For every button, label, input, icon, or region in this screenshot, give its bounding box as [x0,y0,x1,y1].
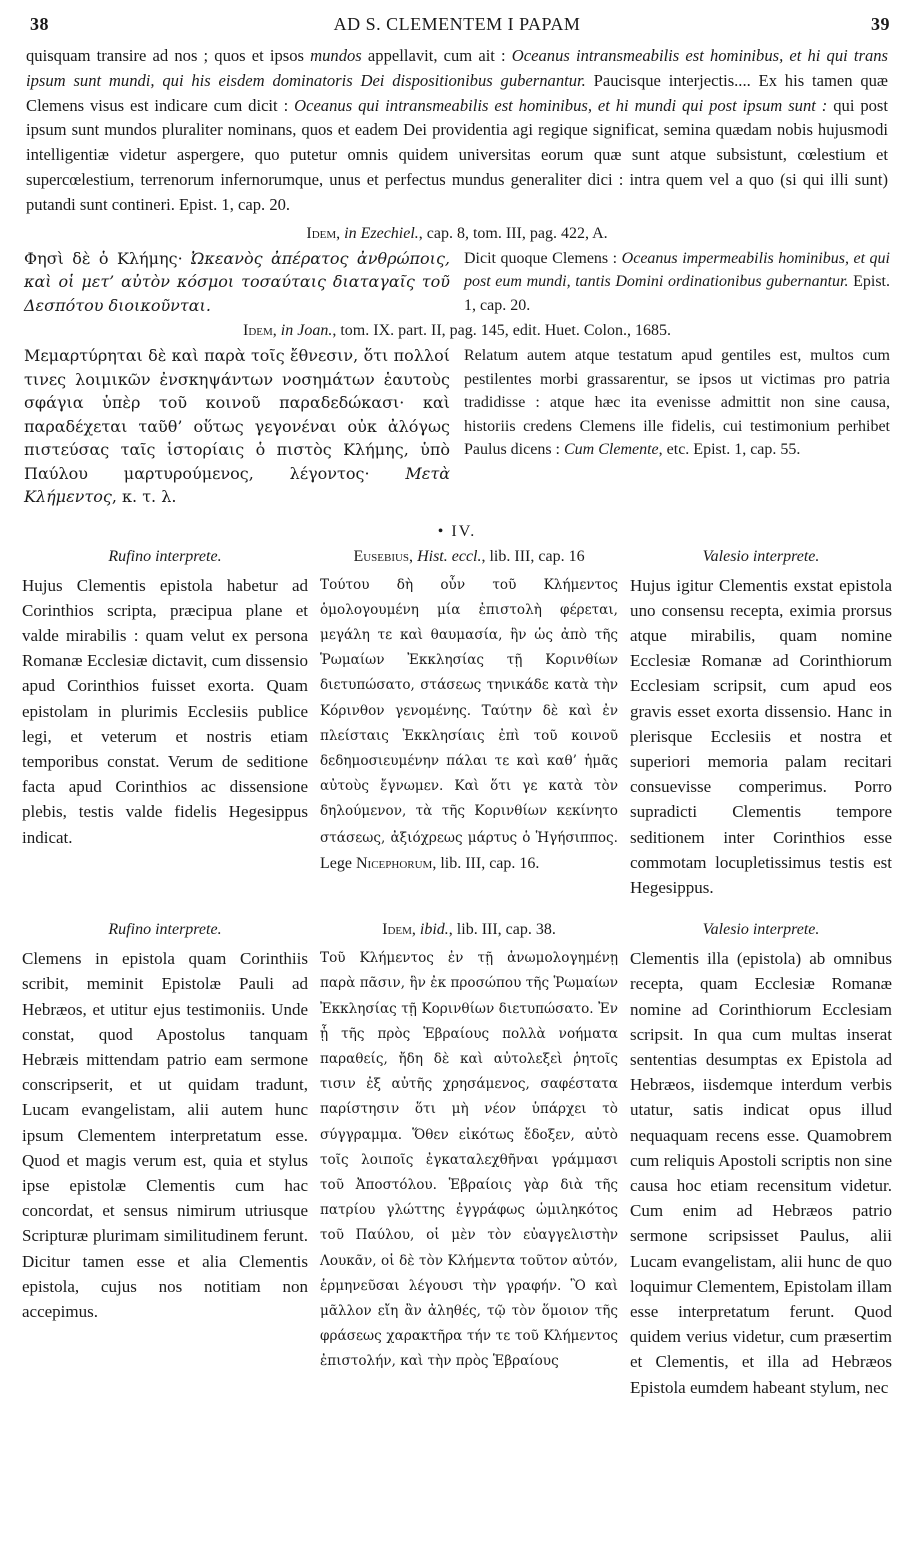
column-text: Clemens in epistola quam Corinthiis scribit, meminit Epistolæ Pauli ad Hebræos, et utitur ejus testimoniis. Unde constat, quod Apostolus tanquam Hebræis mittendam patrio eam sermone conscripserit, et ut quidam tradunt, Lucam evangelistam, alii autem hunc ipsum Clementem interpretatum esse. Quod et magis verum est, quia et stylus ipse epistolæ Clementis cum hac concordat, et sensus nimirum utriusque Scripturæ plurimam similitudinem ferunt. Dicitur tamen esse et alia Clementis epistola, cujus nos notitiam non accepimus. [22,949,308,1322]
nicephorus-ref: Nicephorum [355,854,433,872]
greek-quote: Ὠκεανὸς ἀπέρατος ἀνθρώποις, καὶ οἱ μετ’ αὐτὸν κόσμοι τοσαύταις διαταγαῖς τοῦ Δεσπότου διοικοῦνται. [24,248,450,315]
valesius-column [630,545,892,901]
heading-work: ibid. [419,921,449,939]
running-head [22,14,892,44]
valesius-column [630,918,892,1400]
heading-work: Hist. eccl. [417,547,482,565]
section-number [22,523,892,541]
latin-column [464,344,890,509]
latin-column [464,247,890,318]
greek-text: Τούτου δὴ οὖν τοῦ Κλήμεντος ὁμολογουμένη μία ἐπιστολὴ φέρεται, μεγάλη τε καὶ θαυμασία, ἣν ὡς ἀπὸ τῆς Ῥωμαίων Ἐκκλησίας τῇ Κορινθίων διετυπώσατο, στάσεως τηνικάδε κατὰ τὴν Κόρινθον γενομένης. Ταύτην δὲ καὶ ἐν πλείσταις Ἐκκλησίαις ἐπὶ τοῦ κοινοῦ δεδημοσιευμένην πάλαι τε καὶ καθ’ ἡμᾶς αὐτοὺς ἔγνωμεν. Καὶ ὅτι γε κατὰ τὸν δηλούμενον, τὰ τῆς Κορινθίων κεκίνητο στάσεως, ἀξιόχρεως μάρτυς ὁ Ἡγήσιππος. [320,576,618,846]
column-heading: Rufino interprete. [108,547,222,565]
parallel-block-1 [24,247,890,318]
intro-quote-2: Oceanus qui intransmeabilis est hominibus, et hi mundi qui post ipsum sunt : [294,95,828,115]
intro-text-4: qui post ipsum sunt mundos pluraliter nominans, quos et eadem Dei providentia agi regique significat, semina quædam nobis hujusmodi intelligentiæ videtur aspergere, quo putetur omnis quidem universitas eorum quæ sunt atque subsistunt, cœlestium et supercœlestium, terrenorum infernorumque, unus et perfectus mundus generaliter dici : intra quem vel a quo (si qui illi sunt) putandi sunt contineri. Epist. 1, cap. 20. [26,95,888,214]
greek-text: Φησὶ δὲ ὁ Κλήμης· [24,248,192,268]
column-text: Hujus Clementis epistola habetur ad Corinthios scripta, præcipua plane et valde mirabilis : quam velut ex persona Romanæ Ecclesiæ dictavit, cum dissensio apud Corinthios fuisset exorta. Quam epistolam in plurimis Ecclesiis publice legi, et veterum et nostris etiam temporibus constat. Verum de seditione facta apud Corinthios ac dissensione plebis, testis valde fidelis Hegesippus indicat. [22,575,308,847]
citation-work: in Joan. [280,322,333,340]
greek-etc: , κ. τ. λ. [111,487,177,507]
heading-author: Idem, [382,921,416,939]
spacer [22,900,892,918]
column-text: Clementis illa (epistola) ab omnibus recepta, quam Ecclesiæ Romanæ nomine ad Corinthiorum Ecclesiam scripsit. In qua cum multas inserat sententias desumptas ex Epistola ad Hebræos, iisdemque interdum verbis utatur, satis indicat opus illud nequaquam recens esse. Quamobrem cum reliquis Apostoli scriptis non sine causa hoc etiam recensitum videtur. Cum enim ad Hebræos patrio sermone scripsisset Paulus, alii Lucam evangelistam, alii hunc de quo loquimur Clementem, Epistolam illam esse interpretatum ferunt. Quod quidem verius videtur, cum præsertim et Clementis, et illa ad Hebræos Epistola eumdem habeant stylum, nec [630,949,892,1397]
three-column-block-1 [22,545,892,901]
section-marker: • [437,522,446,540]
column-text: Hujus igitur Clementis exstat epistola uno consensu recepta, eximia prorsus atque mirabilis, quam nomine Ecclesiæ Romanæ ad Corinthiorum Ecclesiam scripsit, cum apud eos gravis esset exorta dissensio. Hanc in plerisque Ecclesiis et nostra et superiori memoria palam recitari consuevisse comperimus. Porro supradicti Clementis tempore seditionem inter Corinthios esse commotam locupletissimus testis est Hegesippus. [630,575,892,898]
citation-locus: , tom. IX. part. II, pag. 145, edit. Huet. Colon., 1685. [332,322,671,340]
latin-text: Relatum autem atque testatum apud gentiles est, multos cum pestilentes morbi grassarentur, se ipsos ut victimas pro patria tradidisse : atque hæc ita evenisse admittit non sine causa, historiis credens Clemens ille fidelis, cui testimonium perhibet Paulus dicens : [464,347,890,459]
section-numeral: IV. [451,522,477,540]
running-title: AD S. CLEMENTEM I PAPAM [333,14,581,34]
heading-locus: , lib. III, cap. 38. [448,921,556,939]
column-heading: Rufino interprete. [108,921,222,939]
lege-text: Lege [320,854,356,872]
heading-author: Eusebius, [353,547,414,565]
nicephorus-locus: , lib. III, cap. 16. [432,854,540,872]
intro-italic-1: mundos [310,46,362,65]
heading-locus: , lib. III, cap. 16 [481,547,585,565]
intro-paragraph [26,44,888,218]
intro-text-2: appellavit, cum ait : [361,46,512,65]
column-heading [320,918,618,942]
eusebius-column [320,918,618,1400]
page [22,14,892,1400]
citation-author: Idem [243,322,273,340]
parallel-block-2 [24,344,890,509]
latin-reference: Epist. 1, cap. 20. [464,273,890,314]
intro-text-1: quisquam transire ad nos ; quos et ipsos [26,46,311,65]
source-citation-1: Idem, in Ezechiel., cap. 8, tom. III, pag. 422, A. [306,224,608,242]
page-number-left: 38 [30,14,49,34]
intro-text-3: Paucisque interjectis.... Ex his tamen quæ Clemens visus est indicare cum dicit : [26,70,888,115]
intro-quote-1: Oceanus intransmeabilis est hominibus, et hi qui trans ipsum sunt mundi, qui his eisdem dominatoris Dei dispositionibus gubernantur. [26,46,888,90]
column-heading [320,545,618,569]
latin-quote: Oceanus impermeabilis hominibus, et qui post eum mundi, tantis Domini ordinationibus gubernantur. [464,249,890,291]
latin-text: Dicit quoque Clemens : [464,249,622,267]
rufinus-column [22,918,308,1400]
latin-quote: Cum Clemente [564,441,659,459]
citation-work: in Ezechiel. [344,224,419,242]
source-citation-2: Idem, in Joan., tom. IX. part. II, pag. 145, edit. Huet. Colon., 1685. [243,322,671,340]
greek-quote: Μετὰ Κλήμεντος [24,463,450,507]
rufinus-column [22,545,308,901]
citation-locus: , cap. 8, tom. III, pag. 422, A. [418,224,608,242]
greek-column [24,344,450,509]
column-heading: Valesio interprete. [702,921,820,939]
latin-reference: , etc. Epist. 1, cap. 55. [658,441,801,459]
citation-author: Idem [306,224,337,242]
greek-column [24,247,450,318]
eusebius-column [320,545,618,901]
three-column-block-2 [22,918,892,1400]
column-heading: Valesio interprete. [702,547,820,565]
page-number-right: 39 [871,14,890,34]
greek-text: Μεμαρτύρηται δὲ καὶ παρὰ τοῖς ἔθνεσιν, ὅτι πολλοί τινες λοιμικῶν ἐνσκηψάντων νοσημάτων ἑαυτοὺς σφάγια ὑπὲρ τοῦ κοινοῦ παραδεδώκασι· καὶ παραδέχεται ταῦθ’ οὕτως γεγονέναι οὐκ ἀλόγως πιστεύσας ταῖς ἱστορίαις ὁ πιστὸς Κλήμης, ὑπὸ Παύλου μαρτυρούμενος, λέγοντος· [24,346,450,483]
column-text [320,573,618,877]
column-text: Τοῦ Κλήμεντος ἐν τῇ ἀνωμολογημένῃ παρὰ πᾶσιν, ἣν ἐκ προσώπου τῆς Ῥωμαίων Ἐκκλησίας τῇ Κορινθίων διετυπώσατο. Ἐν ᾗ τῆς πρὸς Ἑβραίους πολλὰ νοήματα παραθείς, ἤδη δὲ καὶ αὐτολεξεὶ ῥητοῖς τισιν ἐξ αὐτῆς χρησάμενος, σαφέστατα παρίστησιν ὅτι μὴ νέον ὑπάρχει τὸ σύγγραμμα. Ὅθεν εἰκότως ἔδοξεν, αὐτὸ τοῖς λοιποῖς ἐγκαταλεχθῆναι γράμμασι τοῦ Ἀποστόλου. Ἑβραίοις γὰρ διὰ τῆς πατρίου γλώττης ἐγγράφως ὡμιληκότος τοῦ Παύλου, οἱ μὲν τὸν εὐαγγελιστὴν Λουκᾶν, οἱ δὲ τὸν Κλήμεντα τοῦτον αὐτόν, ἑρμηνεῦσαι λέγουσι τὴν γραφήν. Ὃ καὶ μᾶλλον εἴη ἂν ἀληθές, τῷ τὸν ὅμοιον τῆς φράσεως χαρακτῆρα τήν τε τοῦ Κλήμεντος ἐπιστολήν, καὶ τὴν πρὸς Ἑβραίους [320,950,618,1370]
